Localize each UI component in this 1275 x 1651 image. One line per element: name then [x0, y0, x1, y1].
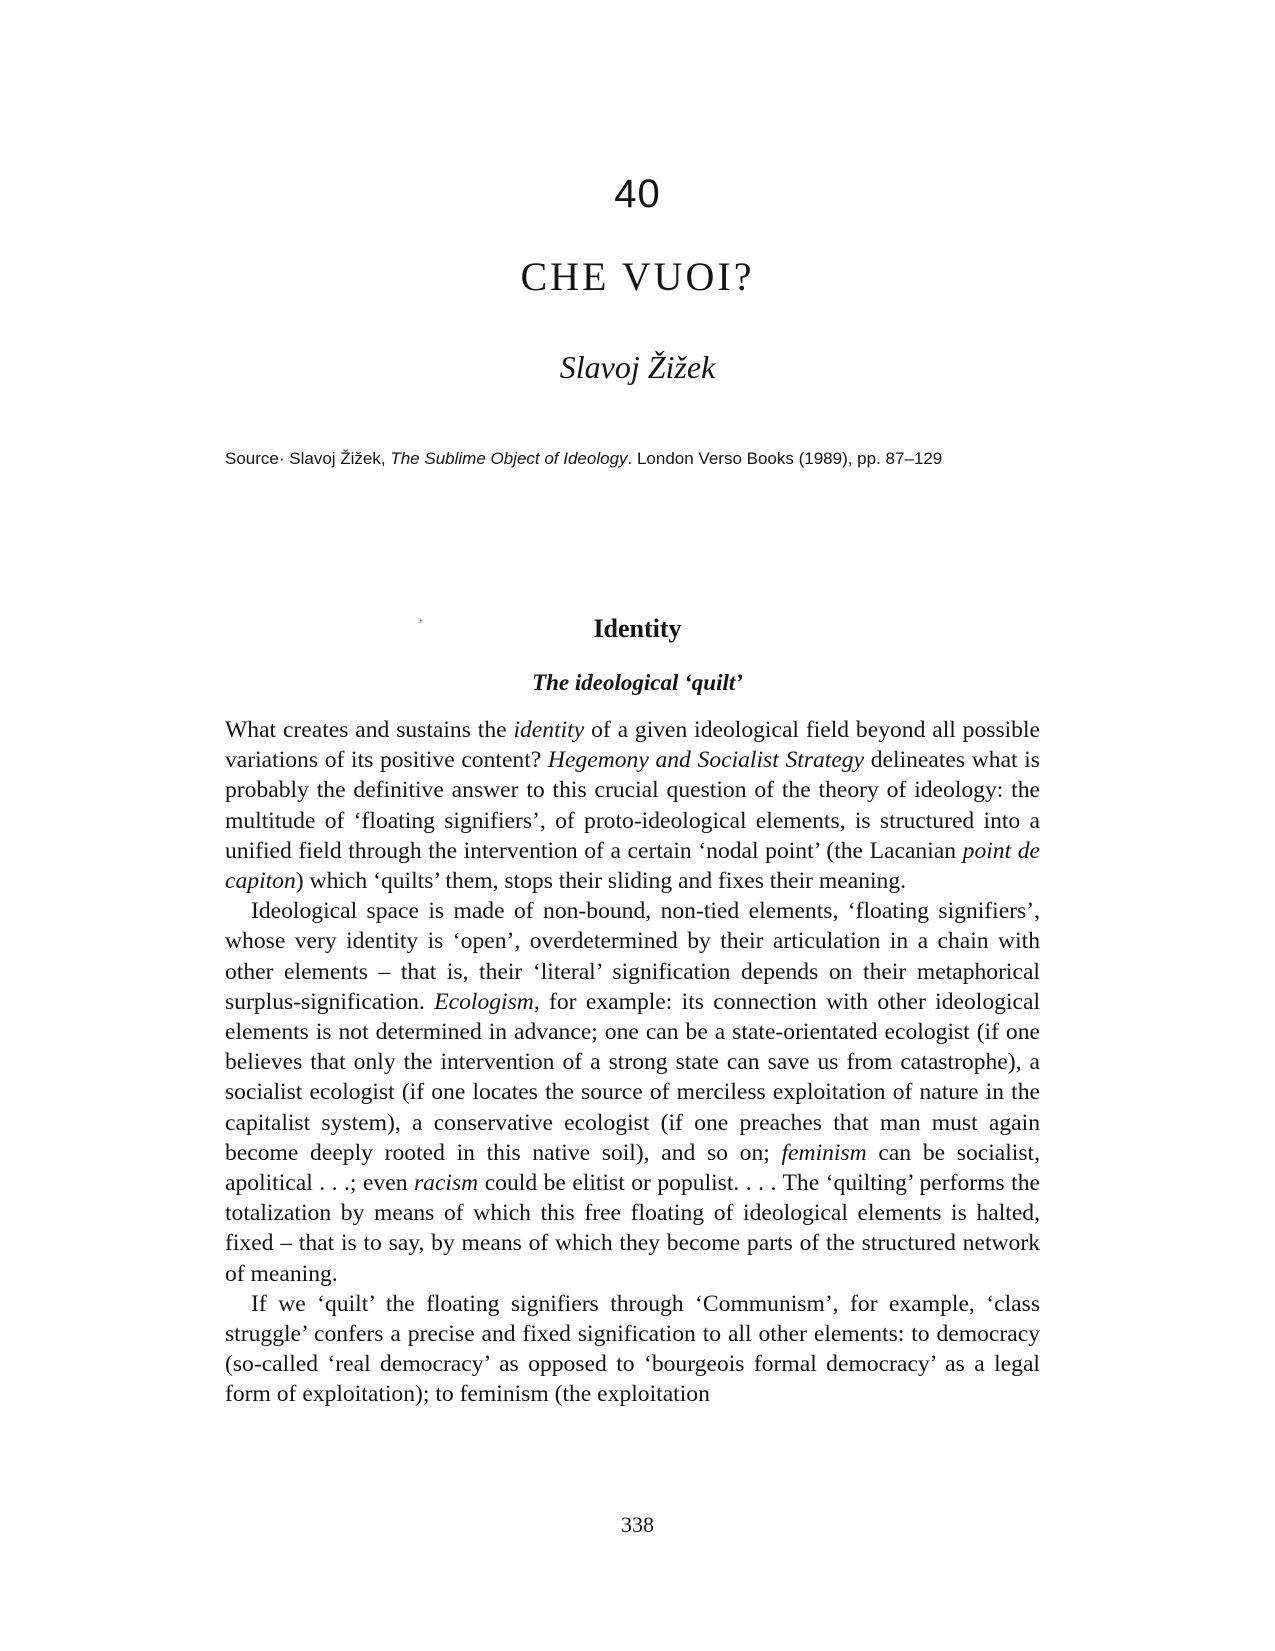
text-run: ) which ‘quilts’ them, stops their sliding and fixes their meaning.: [295, 868, 907, 895]
text-run: can be socialist, apolitical . . .; even: [225, 1139, 1040, 1197]
paragraph-3: [225, 1289, 1040, 1410]
text-run: Ideological space is made of non-bound, non-tied elements, ‘floating signifiers’, whose very identity is ‘open’, overdetermined by their articulation in a chain with other elements – that is, their ‘literal’ signification depends on their metaphorical surplus-signification.: [225, 898, 1040, 1015]
section-heading: Identity: [593, 614, 682, 643]
paragraph-1: [225, 715, 1040, 896]
chapter-number: 40: [614, 172, 661, 216]
chapter-author: Slavoj Žižek: [559, 349, 716, 385]
emphasis-run: feminism: [781, 1139, 867, 1166]
text-run: of a given ideological field beyond all possible variations of its positive content?: [225, 717, 1041, 774]
text-run: , for example: its connection with other ideological elements is not determined in advance; one can be a state-orientated ecologist (if one believes that only the intervention of a strong state can save us from catastrophe), a socialist ecologist (if one locates the source of merciless exploitation of nature in the capitalist system), a conservative ecologist (if one preaches that man must again become deeply rooted in this native soil), and so on;: [225, 988, 1040, 1166]
source-citation: [225, 449, 1105, 469]
paragraph-2: [225, 896, 1040, 1289]
text-run: delineates what is probably the definitive answer to this crucial question of the theory of ideology: the multitude of ‘floating signifiers’, of proto-ideological elements, is structured into a unified field through the intervention of a certain ‘nodal point’ (the Lacanian: [225, 747, 1040, 864]
subsection-heading: The ideological ‘quilt’: [532, 670, 743, 695]
stray-mark: ,: [419, 610, 423, 625]
source-suffix: . London Verso Books (1989), pp. 87–129: [627, 449, 943, 468]
emphasis-run: Ecologism: [434, 988, 534, 1015]
page-number: 338: [621, 1512, 654, 1537]
text-run: If we ‘quilt’ the floating signifiers through ‘Communism’, for example, ‘class struggle’ confers a precise and fixed signification to all other elements: to democracy (so-called ‘real democracy’ as opposed to ‘bourgeois formal democracy’ as a legal form of exploitation); to feminism (the exploitation: [225, 1290, 1040, 1408]
source-prefix: Source· Slavoj Žižek,: [225, 449, 391, 468]
emphasis-run: racism: [413, 1170, 479, 1197]
source-book-title: The Sublime Object of Ideology: [390, 449, 628, 468]
emphasis-run: Hegemony and Socialist Strategy: [547, 747, 865, 774]
chapter-title: CHE VUOI?: [520, 254, 755, 299]
text-run: could be elitist or populist. . . . The ‘quilting’ performs the totalization by means of which this free floating of ideological elements is halted, fixed – that is to say, by means of which they become parts of the structured network of meaning.: [225, 1170, 1040, 1287]
emphasis-run: identity: [513, 717, 585, 743]
emphasis-run: point de capiton: [225, 837, 1040, 895]
body-text: [225, 715, 1040, 1410]
text-run: What creates and sustains the: [225, 717, 514, 743]
